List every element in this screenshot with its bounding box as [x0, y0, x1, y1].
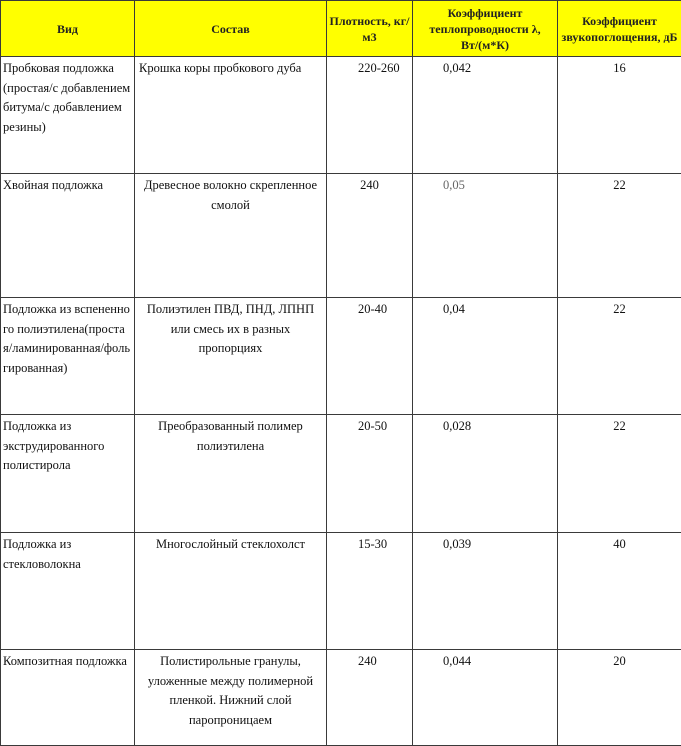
- cell-sound: 22: [558, 415, 681, 533]
- cell-conductivity: 0,04: [413, 298, 558, 415]
- cell-conductivity: 0,05: [413, 174, 558, 298]
- cell-composition: Полиэтилен ПВД, ПНД, ЛПНП или смесь их в разных пропорциях: [135, 298, 327, 415]
- cell-density: 20-40: [327, 298, 413, 415]
- table-row: [1, 298, 681, 415]
- cell-sound: 16: [558, 57, 681, 174]
- cell-type: Хвойная подложка: [1, 174, 135, 298]
- header-conductivity: Коэффициент теплопроводности λ, Вт/(м*К): [413, 1, 558, 57]
- cell-conductivity: 0,042: [413, 57, 558, 174]
- table-row: [1, 650, 681, 746]
- table-row: [1, 174, 681, 298]
- cell-type: Пробковая подложка (простая/с добавлением битума/с добавлением резины): [1, 57, 135, 174]
- table-row: [1, 533, 681, 650]
- cell-composition: Многослойный стеклохолст: [135, 533, 327, 650]
- header-density: Плотность, кг/м3: [327, 1, 413, 57]
- cell-type: Композитная подложка: [1, 650, 135, 746]
- cell-conductivity: 0,028: [413, 415, 558, 533]
- table-row: [1, 57, 681, 174]
- cell-sound: 22: [558, 174, 681, 298]
- cell-composition: Крошка коры пробкового дуба: [135, 57, 327, 174]
- cell-sound: 20: [558, 650, 681, 746]
- cell-composition: Древесное волокно скрепленное смолой: [135, 174, 327, 298]
- cell-density: 20-50: [327, 415, 413, 533]
- header-composition: Состав: [135, 1, 327, 57]
- cell-type: Подложка из стекловолокна: [1, 533, 135, 650]
- cell-type: Подложка из вспененного полиэтилена(простая/ламинированная/фольгированная): [1, 298, 135, 415]
- cell-density: 240: [327, 650, 413, 746]
- cell-conductivity: 0,044: [413, 650, 558, 746]
- cell-conductivity: 0,039: [413, 533, 558, 650]
- cell-composition: Преобразованный полимер полиэтилена: [135, 415, 327, 533]
- table-row: [1, 415, 681, 533]
- cell-density: 240: [327, 174, 413, 298]
- cell-density: 15-30: [327, 533, 413, 650]
- header-sound: Коэффициент звукопоглощения, дБ: [558, 1, 681, 57]
- cell-composition: Полистирольные гранулы, уложенные между полимерной пленкой. Нижний слой паропроницаем: [135, 650, 327, 746]
- cell-sound: 40: [558, 533, 681, 650]
- cell-sound: 22: [558, 298, 681, 415]
- header-type: Вид: [1, 1, 135, 57]
- cell-density: 220-260: [327, 57, 413, 174]
- cell-type: Подложка из экструдированного полистирола: [1, 415, 135, 533]
- header-row: [1, 1, 681, 57]
